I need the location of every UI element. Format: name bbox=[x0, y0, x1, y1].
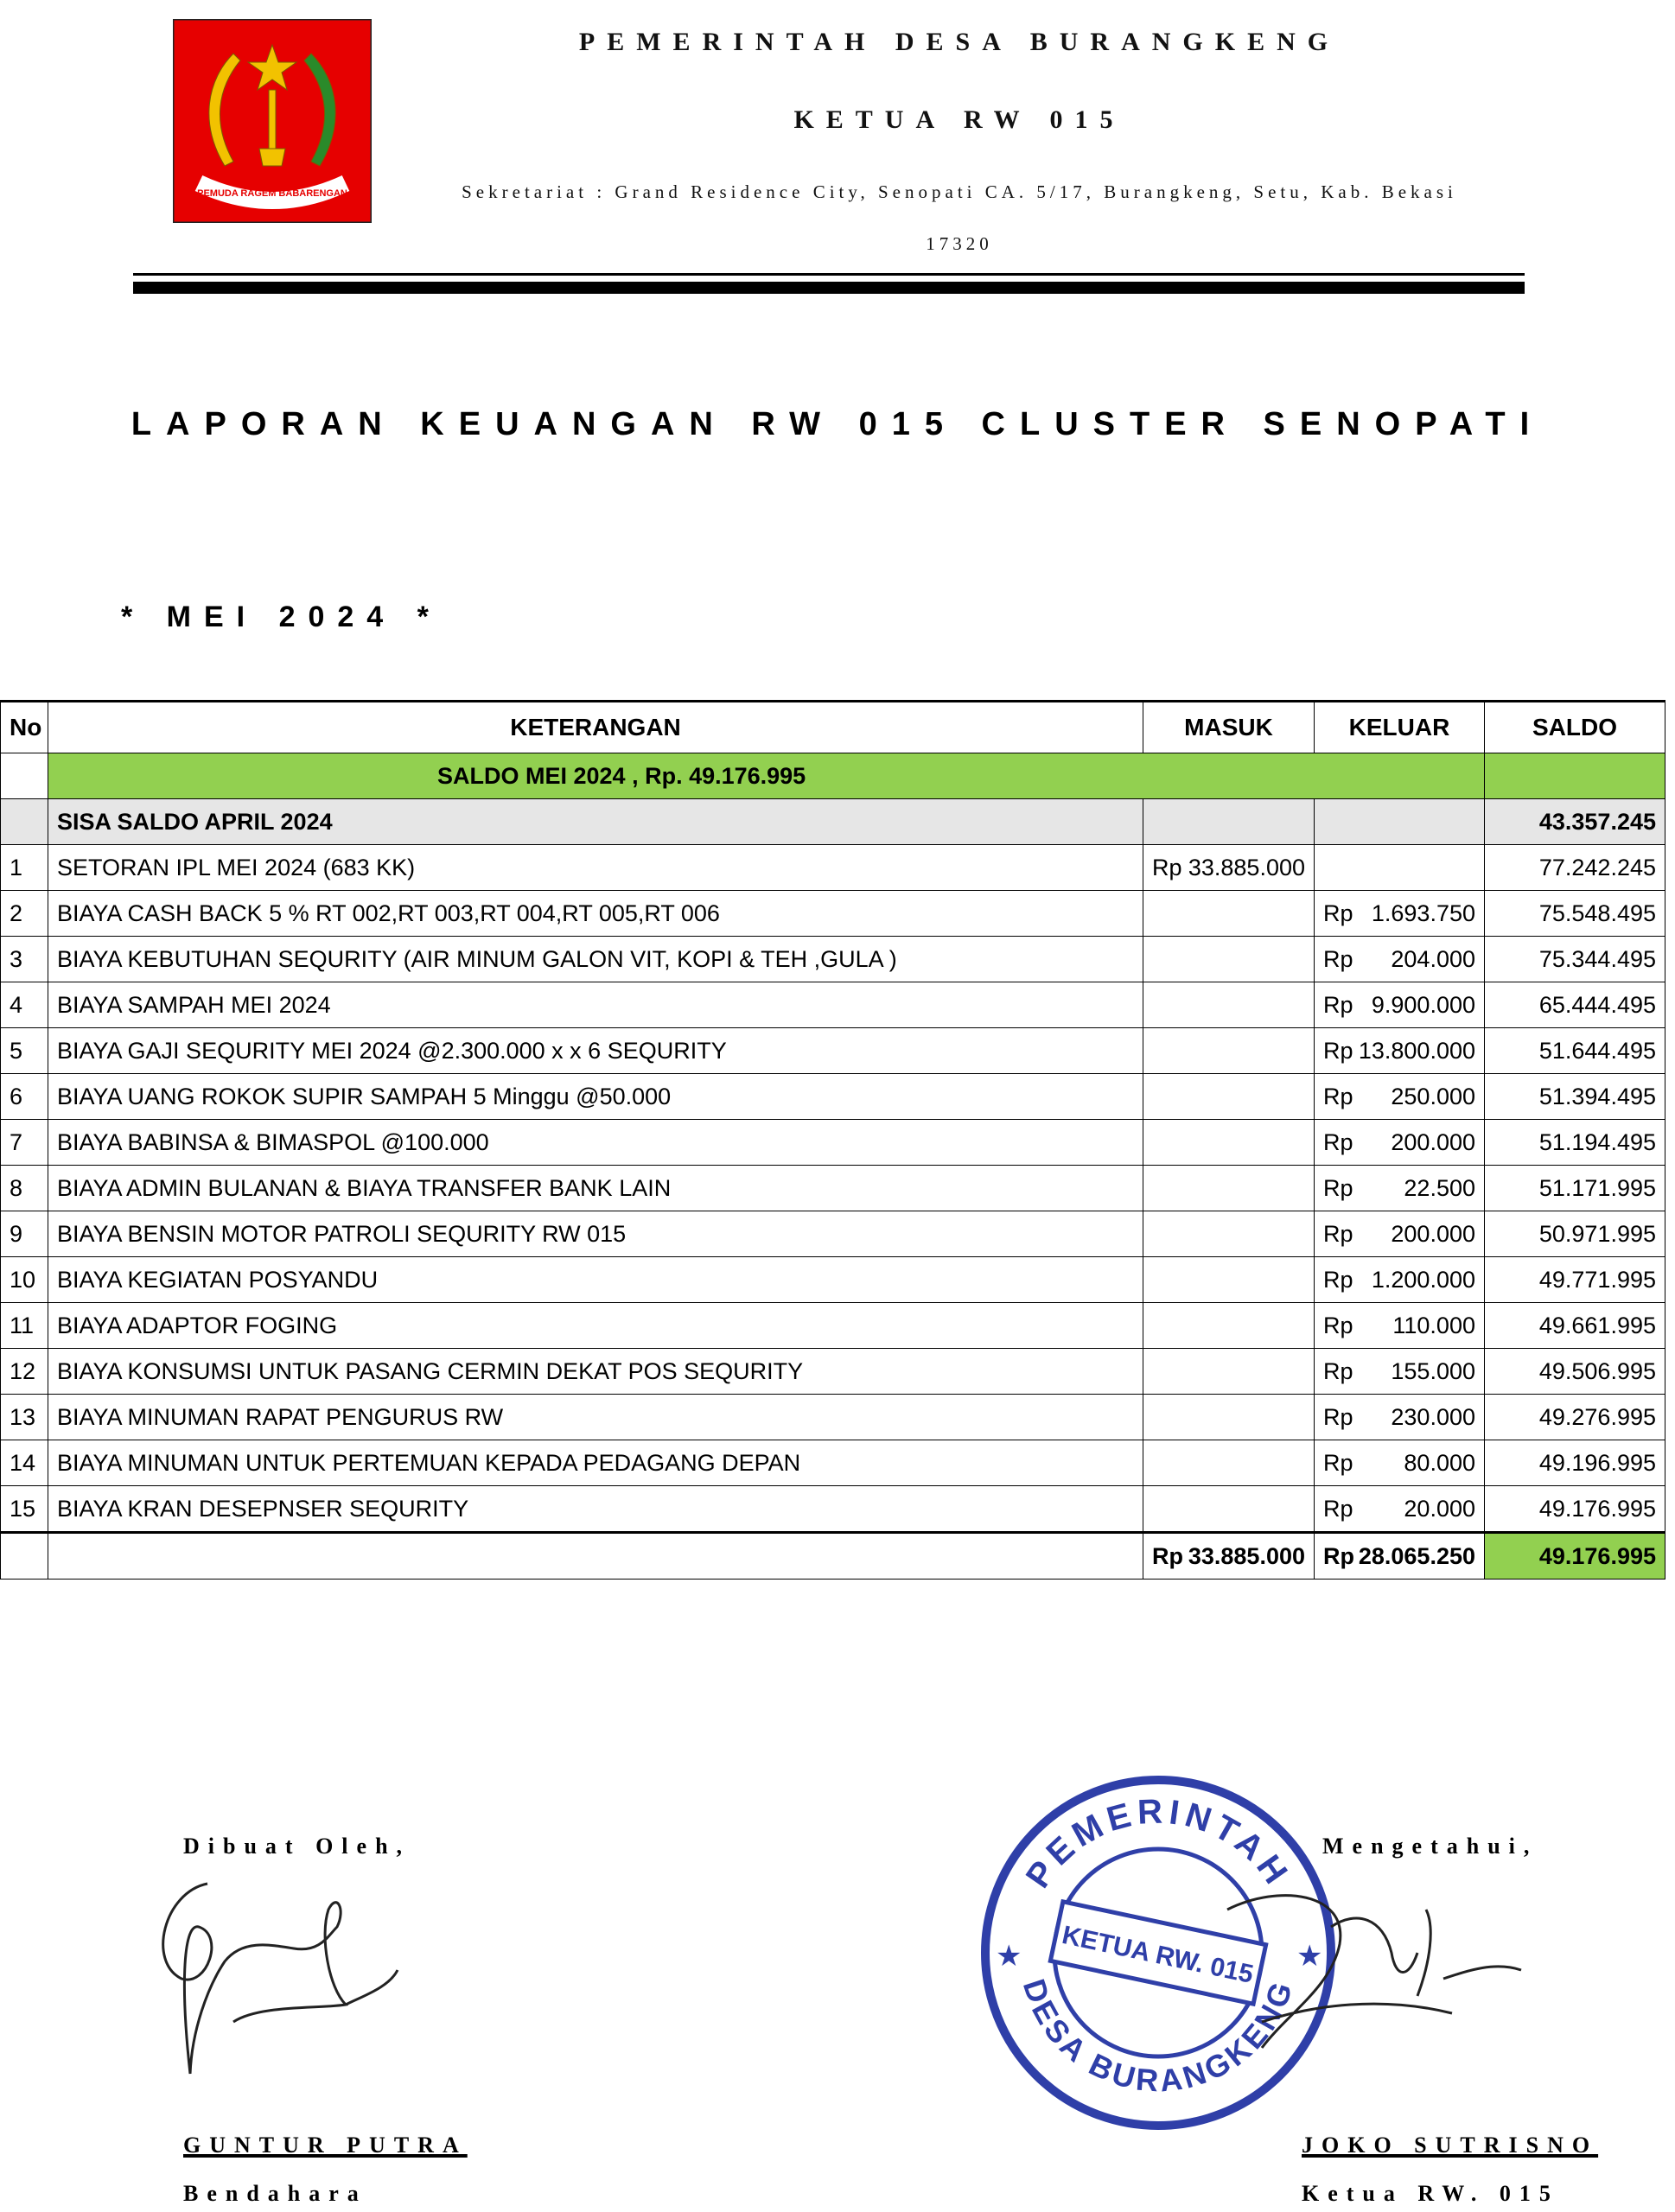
treasurer-signature bbox=[130, 1858, 424, 2082]
row-expense: Rp 13.800.000 bbox=[1315, 1028, 1485, 1074]
letterhead-address: Sekretariat : Grand Residence City, Senopati CA. 5/17, Burangkeng, Setu, Kab. Bekasi bbox=[462, 181, 1457, 202]
row-number: 10 bbox=[1, 1257, 48, 1303]
row-number: 4 bbox=[1, 982, 48, 1028]
header-description: KETERANGAN bbox=[48, 702, 1143, 753]
letterhead-postcode: 17320 bbox=[926, 233, 993, 254]
row-description: BIAYA BABINSA & BIMASPOL @100.000 bbox=[48, 1120, 1143, 1166]
summary-label: SALDO MEI 2024 , Rp. 49.176.995 bbox=[48, 753, 1485, 799]
row-income bbox=[1143, 1440, 1315, 1486]
table-row bbox=[1, 1440, 1665, 1486]
svg-text:DESA BURANGKENG: DESA BURANGKENG bbox=[1016, 1974, 1301, 2099]
row-expense: Rp 155.000 bbox=[1315, 1349, 1485, 1395]
row-income: Rp 33.885.000 bbox=[1143, 845, 1315, 891]
header-no: No bbox=[1, 702, 48, 753]
row-number: 13 bbox=[1, 1395, 48, 1440]
row-income bbox=[1143, 937, 1315, 982]
row-number: 1 bbox=[1, 845, 48, 891]
row-expense: Rp 1.200.000 bbox=[1315, 1257, 1485, 1303]
letterhead-rule-thin bbox=[133, 273, 1525, 276]
row-expense: Rp 20.000 bbox=[1315, 1486, 1485, 1533]
header-expense: KELUAR bbox=[1315, 702, 1485, 753]
row-description: BIAYA ADAPTOR FOGING bbox=[48, 1303, 1143, 1349]
row-expense: Rp 250.000 bbox=[1315, 1074, 1485, 1120]
row-balance: 49.196.995 bbox=[1485, 1440, 1665, 1486]
row-expense bbox=[1315, 845, 1485, 891]
row-description: BIAYA BENSIN MOTOR PATROLI SEQURITY RW 015 bbox=[48, 1211, 1143, 1257]
row-income bbox=[1143, 1349, 1315, 1395]
row-number: 14 bbox=[1, 1440, 48, 1486]
svg-text:★: ★ bbox=[996, 1941, 1022, 1973]
row-expense: Rp 80.000 bbox=[1315, 1440, 1485, 1486]
row-number: 8 bbox=[1, 1166, 48, 1211]
row-expense: Rp 200.000 bbox=[1315, 1120, 1485, 1166]
table-row bbox=[1, 1395, 1665, 1440]
row-description: BIAYA KONSUMSI UNTUK PASANG CERMIN DEKAT POS SEQURITY bbox=[48, 1349, 1143, 1395]
report-period: * MEI 2024 * bbox=[121, 601, 442, 633]
row-description: BIAYA MINUMAN UNTUK PERTEMUAN KEPADA PEDAGANG DEPAN bbox=[48, 1440, 1143, 1486]
row-income bbox=[1143, 1395, 1315, 1440]
row-balance: 51.194.495 bbox=[1485, 1120, 1665, 1166]
row-balance: 49.176.995 bbox=[1485, 1486, 1665, 1533]
row-description: BIAYA KRAN DESEPNSER SEQURITY bbox=[48, 1486, 1143, 1533]
row-number: 9 bbox=[1, 1211, 48, 1257]
row-number: 2 bbox=[1, 891, 48, 937]
header-income: MASUK bbox=[1143, 702, 1315, 753]
svg-text:★: ★ bbox=[1296, 1941, 1323, 1973]
row-expense: Rp 1.693.750 bbox=[1315, 891, 1485, 937]
row-balance: 49.276.995 bbox=[1485, 1395, 1665, 1440]
svg-text:KETUA RW. 015: KETUA RW. 015 bbox=[1059, 1920, 1256, 1989]
row-income bbox=[1143, 1074, 1315, 1120]
total-balance: 49.176.995 bbox=[1485, 1533, 1665, 1580]
row-balance: 75.548.495 bbox=[1485, 891, 1665, 937]
svg-text:PEMERINTAH: PEMERINTAH bbox=[1018, 1792, 1298, 1895]
table-row bbox=[1, 1166, 1665, 1211]
report-title: LAPORAN KEUANGAN RW 015 CLUSTER SENOPATI bbox=[131, 406, 1544, 442]
table-row bbox=[1, 1211, 1665, 1257]
row-income bbox=[1143, 1303, 1315, 1349]
row-expense: Rp 230.000 bbox=[1315, 1395, 1485, 1440]
row-balance: 51.394.495 bbox=[1485, 1074, 1665, 1120]
letterhead-government: PEMERINTAH DESA BURANGKENG bbox=[578, 28, 1341, 56]
row-expense: Rp 204.000 bbox=[1315, 937, 1485, 982]
row-income bbox=[1143, 982, 1315, 1028]
row-number: 12 bbox=[1, 1349, 48, 1395]
row-balance: 77.242.245 bbox=[1485, 845, 1665, 891]
header-balance: SALDO bbox=[1485, 702, 1665, 753]
village-logo bbox=[173, 19, 372, 223]
table-row bbox=[1, 1486, 1665, 1533]
row-description: BIAYA MINUMAN RAPAT PENGURUS RW bbox=[48, 1395, 1143, 1440]
row-income bbox=[1143, 1028, 1315, 1074]
chairman-signature bbox=[1210, 1875, 1556, 2065]
table-row bbox=[1, 937, 1665, 982]
row-number: 3 bbox=[1, 937, 48, 982]
row-expense: Rp 22.500 bbox=[1315, 1166, 1485, 1211]
row-description: BIAYA CASH BACK 5 % RT 002,RT 003,RT 004,RT 005,RT 006 bbox=[48, 891, 1143, 937]
acknowledged-by-label: Mengetahui, bbox=[1322, 1834, 1538, 1859]
financial-report-table bbox=[0, 700, 1665, 1580]
table-row bbox=[1, 982, 1665, 1028]
summary-row bbox=[1, 753, 1665, 799]
svg-text:PEMUDA RAGEM BABARENGAN: PEMUDA RAGEM BABARENGAN bbox=[197, 188, 347, 199]
row-description: BIAYA GAJI SEQURITY MEI 2024 @2.300.000 x x 6 SEQURITY bbox=[48, 1028, 1143, 1074]
row-income bbox=[1143, 891, 1315, 937]
row-balance: 51.171.995 bbox=[1485, 1166, 1665, 1211]
row-expense: Rp 200.000 bbox=[1315, 1211, 1485, 1257]
opening-label: SISA SALDO APRIL 2024 bbox=[48, 799, 1143, 845]
row-description: BIAYA KEGIATAN POSYANDU bbox=[48, 1257, 1143, 1303]
row-expense: Rp 110.000 bbox=[1315, 1303, 1485, 1349]
row-balance: 51.644.495 bbox=[1485, 1028, 1665, 1074]
row-income bbox=[1143, 1257, 1315, 1303]
row-balance: 65.444.495 bbox=[1485, 982, 1665, 1028]
row-balance: 49.661.995 bbox=[1485, 1303, 1665, 1349]
row-expense: Rp 9.900.000 bbox=[1315, 982, 1485, 1028]
total-expense: Rp 28.065.250 bbox=[1315, 1533, 1485, 1580]
row-description: BIAYA ADMIN BULANAN & BIAYA TRANSFER BANK LAIN bbox=[48, 1166, 1143, 1211]
row-income bbox=[1143, 1486, 1315, 1533]
total-income: Rp 33.885.000 bbox=[1143, 1533, 1315, 1580]
opening-balance-row bbox=[1, 799, 1665, 845]
row-balance: 50.971.995 bbox=[1485, 1211, 1665, 1257]
row-balance: 49.506.995 bbox=[1485, 1349, 1665, 1395]
table-row bbox=[1, 891, 1665, 937]
table-row bbox=[1, 845, 1665, 891]
table-header-row bbox=[1, 702, 1665, 753]
row-number: 6 bbox=[1, 1074, 48, 1120]
table-row bbox=[1, 1303, 1665, 1349]
chairman-name: JOKO SUTRISNO bbox=[1302, 2133, 1599, 2158]
row-balance: 75.344.495 bbox=[1485, 937, 1665, 982]
table-row bbox=[1, 1028, 1665, 1074]
table-row bbox=[1, 1349, 1665, 1395]
row-number: 5 bbox=[1, 1028, 48, 1074]
treasurer-name: GUNTUR PUTRA bbox=[183, 2133, 468, 2158]
totals-row bbox=[1, 1533, 1665, 1580]
letterhead-office: KETUA RW 015 bbox=[793, 105, 1125, 134]
table-row bbox=[1, 1120, 1665, 1166]
row-description: BIAYA SAMPAH MEI 2024 bbox=[48, 982, 1143, 1028]
row-number: 11 bbox=[1, 1303, 48, 1349]
prepared-by-label: Dibuat Oleh, bbox=[183, 1834, 411, 1859]
table-row bbox=[1, 1257, 1665, 1303]
row-description: BIAYA UANG ROKOK SUPIR SAMPAH 5 Minggu @50.000 bbox=[48, 1074, 1143, 1120]
table-row bbox=[1, 1074, 1665, 1120]
row-income bbox=[1143, 1166, 1315, 1211]
row-number: 7 bbox=[1, 1120, 48, 1166]
row-description: BIAYA KEBUTUHAN SEQURITY (AIR MINUM GALON VIT, KOPI & TEH ,GULA ) bbox=[48, 937, 1143, 982]
letterhead-rule-thick bbox=[133, 282, 1525, 294]
treasurer-role: Bendahara bbox=[183, 2181, 367, 2206]
row-income bbox=[1143, 1120, 1315, 1166]
row-income bbox=[1143, 1211, 1315, 1257]
chairman-role: Ketua RW. 015 bbox=[1302, 2181, 1559, 2206]
opening-balance: 43.357.245 bbox=[1485, 799, 1665, 845]
row-description: SETORAN IPL MEI 2024 (683 KK) bbox=[48, 845, 1143, 891]
row-number: 15 bbox=[1, 1486, 48, 1533]
row-balance: 49.771.995 bbox=[1485, 1257, 1665, 1303]
